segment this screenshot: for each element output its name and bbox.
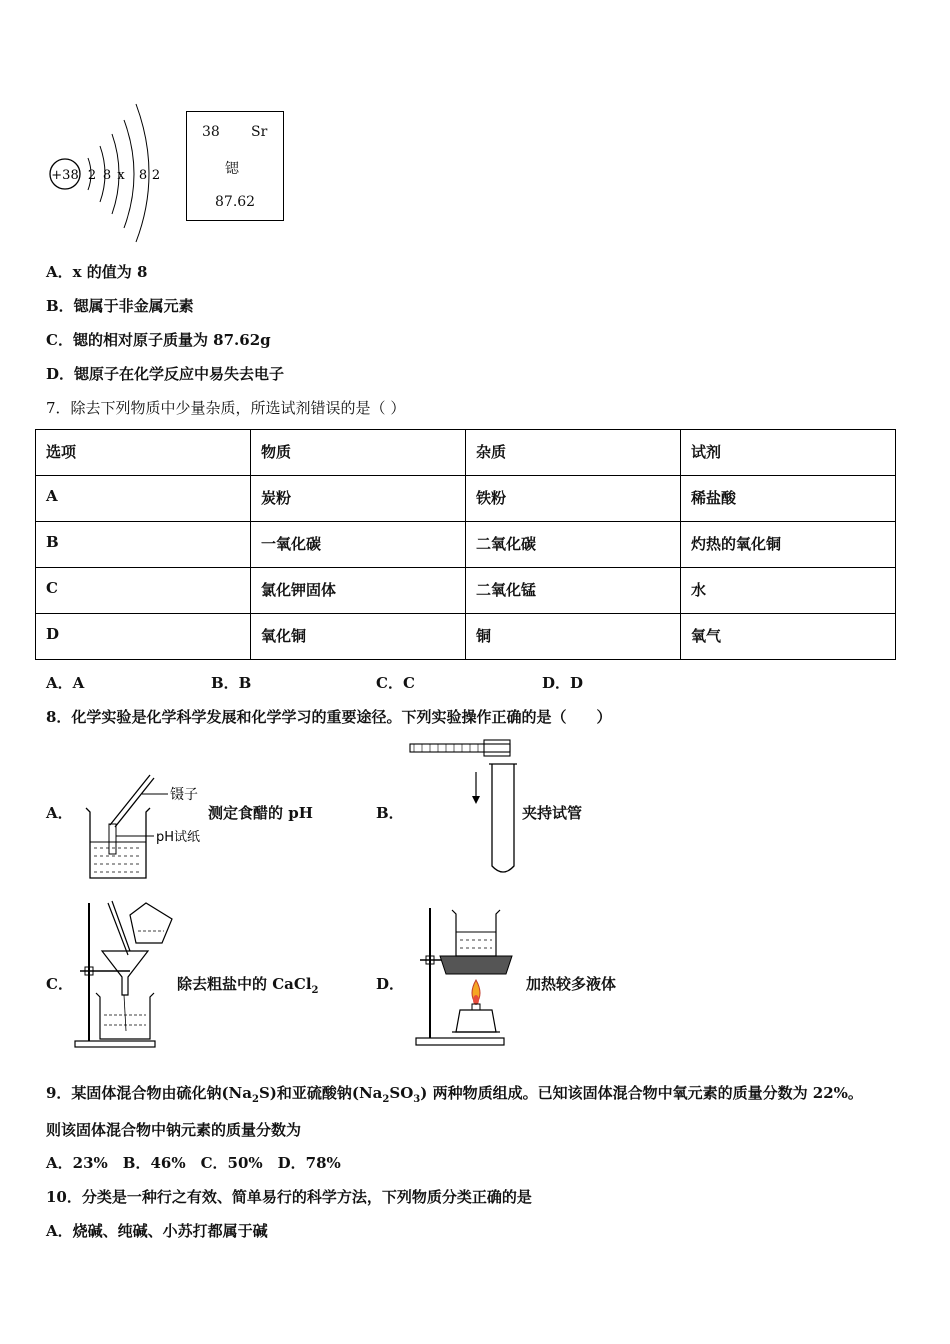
- q7-option-b: B．B: [211, 674, 252, 692]
- alcohol-lamp: [456, 1010, 496, 1032]
- holder-clamp: [484, 740, 510, 756]
- table-row: [36, 476, 896, 522]
- q8-c-letter: C．: [46, 975, 73, 993]
- header-cell: 杂质: [466, 430, 681, 476]
- q8-a-caption: 测定食醋的 pH: [208, 804, 313, 822]
- q8-stem: 8．化学实验是化学科学发展和化学学习的重要途径。下列实验操作正确的是（ ）: [46, 708, 612, 726]
- element-card: [186, 111, 284, 221]
- table-cell: 铜: [466, 614, 681, 660]
- table-cell: 二氧化碳: [466, 522, 681, 568]
- table-cell: 一氧化碳: [251, 522, 466, 568]
- q7-table: [35, 429, 896, 660]
- atomic-number: 38: [202, 124, 220, 140]
- shell-count-2: 8: [102, 168, 112, 183]
- q7-option-a: A．A: [46, 674, 85, 692]
- table-cell: 稀盐酸: [681, 476, 896, 522]
- q9-sub: 3: [413, 1094, 421, 1105]
- shell-count-5: 2: [151, 168, 161, 183]
- q10-stem: 10．分类是一种行之有效、简单易行的科学方法，下列物质分类正确的是: [46, 1188, 532, 1206]
- atom-structure-diagram: [44, 96, 174, 246]
- table-cell: 炭粉: [251, 476, 466, 522]
- header-cell: 选项: [36, 430, 251, 476]
- q8-d-letter: D．: [376, 975, 405, 993]
- wire-gauze: [440, 956, 512, 974]
- table-cell: B: [36, 522, 251, 568]
- pouring-beaker: [130, 903, 172, 943]
- arrow-head: [472, 796, 480, 804]
- glass-rod: [108, 903, 128, 955]
- q9-sub: 2: [382, 1094, 390, 1105]
- ph-test-illustration: [80, 770, 215, 885]
- table-cell: 氯化钾固体: [251, 568, 466, 614]
- table-cell: C: [36, 568, 251, 614]
- q6-option-b: B．锶属于非金属元素: [46, 297, 194, 315]
- q7-option-d: D．D: [542, 674, 584, 692]
- ph-paper-label: pH试纸: [156, 830, 201, 845]
- q9-text: ) 两种物质组成。已知该固体混合物中氧元素的质量分数为 22%。: [420, 1084, 863, 1102]
- beaker-outline: [86, 808, 150, 878]
- tweezers-label: 镊子: [170, 787, 198, 803]
- q9-line-1: [46, 1082, 863, 1105]
- q7-stem: 7．除去下列物质中少量杂质，所选试剂错误的是（ ）: [46, 399, 406, 417]
- table-header-row: [36, 430, 896, 476]
- q6-option-c: C．锶的相对原子质量为 87.62g: [46, 331, 271, 349]
- table-cell: A: [36, 476, 251, 522]
- table-cell: 氧化铜: [251, 614, 466, 660]
- q9-text: S)和亚硫酸钠(Na: [258, 1084, 383, 1102]
- nucleus-charge: +38: [51, 168, 79, 183]
- table-row: [36, 522, 896, 568]
- q10-option-a: A．烧碱、纯碱、小苏打都属于碱: [46, 1222, 268, 1240]
- table-cell: 二氧化锰: [466, 568, 681, 614]
- shell-arc-4: [124, 120, 134, 228]
- q9-options: A．23% B．46% C．50% D．78%: [46, 1154, 341, 1172]
- q9-line-2: 则该固体混合物中钠元素的质量分数为: [46, 1121, 302, 1139]
- atomic-mass: 87.62: [215, 194, 256, 210]
- q8-d-caption: 加热较多液体: [526, 975, 617, 993]
- funnel-stem-drip: [124, 995, 126, 1031]
- q8-c-caption: [177, 973, 319, 996]
- tweezers-arm: [115, 778, 154, 827]
- table-row: [36, 614, 896, 660]
- holder-bar: [410, 744, 510, 752]
- header-cell: 试剂: [681, 430, 896, 476]
- q8-c-caption-sub: 2: [311, 985, 319, 996]
- q9-text: 9．某固体混合物由硫化钠(Na: [46, 1084, 252, 1102]
- q8-b-caption: 夹持试管: [522, 804, 583, 822]
- table-cell: 氧气: [681, 614, 896, 660]
- table-cell: 灼热的氧化铜: [681, 522, 896, 568]
- test-tube-holder-illustration: [406, 738, 521, 878]
- element-name: 锶: [225, 161, 239, 177]
- shell-count-1: 2: [87, 168, 97, 183]
- stand-base: [75, 1041, 155, 1047]
- element-symbol: Sr: [251, 124, 268, 140]
- funnel: [102, 951, 148, 995]
- table-cell: 水: [681, 568, 896, 614]
- q9-sub: 2: [251, 1094, 259, 1105]
- q8-a-letter: A．: [46, 804, 73, 822]
- q6-option-a: A．x 的值为 8: [46, 263, 148, 281]
- header-cell: 物质: [251, 430, 466, 476]
- table-cell: 铁粉: [466, 476, 681, 522]
- shell-count-3: x: [117, 168, 125, 183]
- table-row: [36, 568, 896, 614]
- test-tube: [492, 764, 514, 872]
- table-cell: D: [36, 614, 251, 660]
- beaker-outline: [452, 910, 500, 956]
- glass-rod: [112, 901, 130, 951]
- tweezers-arm: [110, 775, 150, 825]
- q7-option-c: C．C: [376, 674, 415, 692]
- q6-option-d: D．锶原子在化学反应中易失去电子: [46, 365, 285, 383]
- stand-base: [416, 1038, 504, 1045]
- ph-paper: [109, 824, 116, 854]
- filtration-illustration: [72, 895, 177, 1050]
- shell-count-4: 8: [138, 168, 148, 183]
- q8-b-letter: B．: [376, 804, 404, 822]
- heating-illustration: [414, 904, 524, 1049]
- q9-text: SO: [389, 1084, 414, 1102]
- q8-c-caption-main: 除去粗盐中的 CaCl: [177, 975, 312, 993]
